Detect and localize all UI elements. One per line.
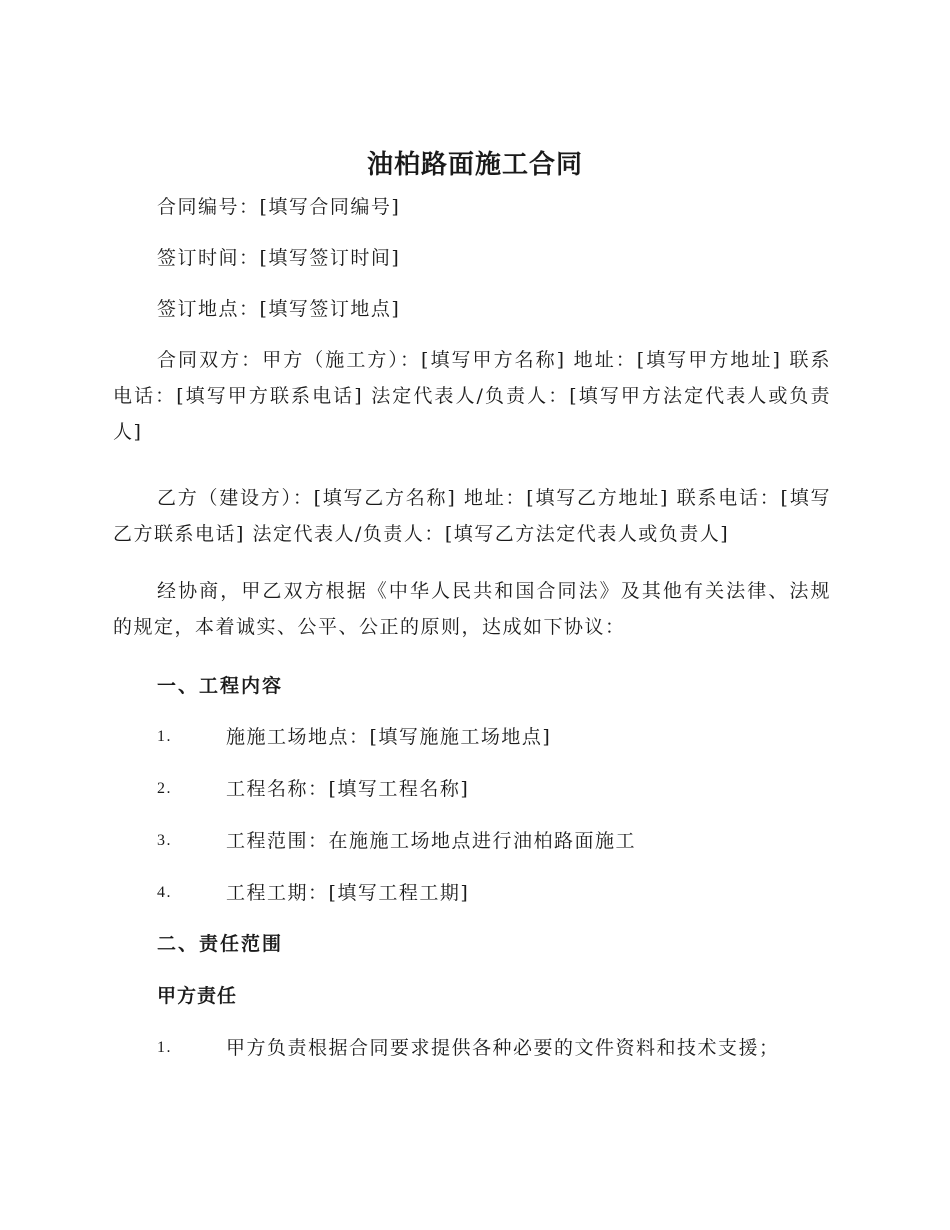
list-item xyxy=(157,771,837,807)
contract-number-line: 合同编号：[填写合同编号] xyxy=(157,196,401,218)
document-title: 油柏路面施工合同 xyxy=(366,150,583,180)
list-text: 施施工场地点：[填写施施工场地点] xyxy=(226,726,552,748)
party-a-paragraph: 合同双方：甲方（施工方）：[填写甲方名称] 地址：[填写甲方地址] 联系电话：[填写甲方联系电话] 法定代表人/负责人：[填写甲方法定代表人或负责人] xyxy=(113,349,831,443)
list-item xyxy=(157,823,837,859)
list-number: 4. xyxy=(157,884,172,901)
section-heading-project-content: 一、工程内容 xyxy=(157,675,284,697)
list-text: 工程范围：在施施工场地点进行油柏路面施工 xyxy=(226,830,637,852)
list-number: 1. xyxy=(157,1039,172,1056)
list-number: 2. xyxy=(157,780,172,797)
signing-time-line: 签订时间：[填写签订时间] xyxy=(157,247,401,269)
list-item xyxy=(157,875,837,911)
subheading-party-a-responsibility: 甲方责任 xyxy=(157,985,238,1007)
signing-place-line: 签订地点：[填写签订地点] xyxy=(157,298,401,320)
list-text: 工程名称：[填写工程名称] xyxy=(226,778,470,800)
agreement-intro-paragraph: 经协商，甲乙双方根据《中华人民共和国合同法》及其他有关法律、法规的规定，本着诚实、公平、公正的原则，达成如下协议： xyxy=(113,580,831,638)
party-b-paragraph: 乙方（建设方）：[填写乙方名称] 地址：[填写乙方地址] 联系电话：[填写乙方联系电话] 法定代表人/负责人：[填写乙方法定代表人或负责人] xyxy=(113,487,831,545)
list-text: 甲方负责根据合同要求提供各种必要的文件资料和技术支援； xyxy=(226,1037,780,1059)
list-item xyxy=(157,719,837,755)
list-text: 工程工期：[填写工程工期] xyxy=(226,882,470,904)
list-number: 1. xyxy=(157,728,172,745)
list-item xyxy=(157,1030,837,1066)
section-heading-responsibility-scope: 二、责任范围 xyxy=(157,933,284,955)
list-number: 3. xyxy=(157,832,172,849)
